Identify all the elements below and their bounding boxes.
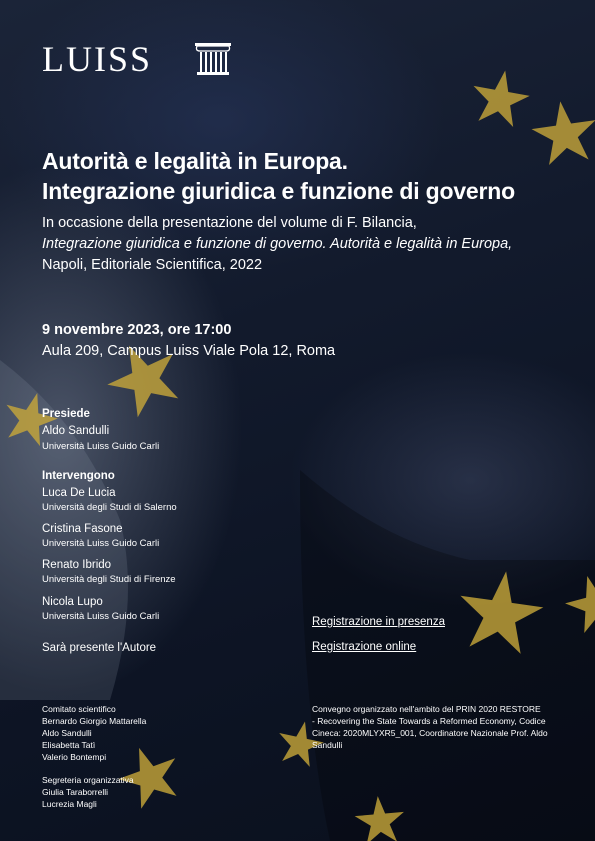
scientific-committee <box>42 703 146 763</box>
secretariat-member: Lucrezia Magli <box>42 799 97 809</box>
book-title: Integrazione giuridica e funzione di governo. Autorità e legalità in Europa, <box>42 236 513 252</box>
chair-name: Aldo Sandulli <box>42 425 110 437</box>
funding-line: Convegno organizzato nell'ambito del PRIN 2020 RESTORE <box>312 704 541 714</box>
luiss-logo: LUISS <box>42 39 153 79</box>
speaker-affiliation: Università degli Studi di Salerno <box>42 502 177 513</box>
funding-note <box>312 703 548 751</box>
committee-label: Comitato scientifico <box>42 704 116 714</box>
chair-affiliation: Università Luiss Guido Carli <box>42 441 160 452</box>
secretariat-member: Giulia Taraborrelli <box>42 787 108 797</box>
event-title <box>42 146 515 206</box>
committee-member: Bernardo Giorgio Mattarella <box>42 716 147 726</box>
registration-online-link[interactable]: Registrazione online <box>312 641 417 653</box>
title-line: Autorità e legalità in Europa. <box>42 148 348 174</box>
event-date: 9 novembre 2023, ore 17:00 <box>42 322 232 338</box>
column-icon <box>193 41 233 77</box>
event-place: Aula 209, Campus Luiss Viale Pola 12, Roma <box>42 343 336 359</box>
chair-label: Presiede <box>42 408 90 420</box>
flag-fold-shadow <box>300 470 595 841</box>
organizing-secretariat <box>42 774 134 810</box>
star-icon <box>468 66 534 129</box>
funding-line: Sandulli <box>312 740 343 750</box>
speaker-affiliation: Università degli Studi di Firenze <box>42 574 176 585</box>
speaker-name: Cristina Fasone <box>42 523 123 535</box>
title-line: Integrazione giuridica e funzione di governo <box>42 178 515 204</box>
speaker-affiliation: Università Luiss Guido Carli <box>42 611 160 622</box>
registration-in-person-link[interactable]: Registrazione in presenza <box>312 616 445 628</box>
secretariat-label: Segreteria organizzativa <box>42 775 134 785</box>
committee-member: Aldo Sandulli <box>42 728 92 738</box>
speaker-name: Luca De Lucia <box>42 487 116 499</box>
speaker-name: Nicola Lupo <box>42 596 103 608</box>
event-subtitle <box>42 213 582 276</box>
subtitle-line: In occasione della presentazione del volume di F. Bilancia, <box>42 215 417 231</box>
committee-member: Valerio Bontempi <box>42 752 107 762</box>
subtitle-line: Napoli, Editoriale Scientifica, 2022 <box>42 257 263 273</box>
funding-line: - Recovering the State Towards a Reformed Economy, Codice <box>312 716 546 726</box>
author-note: Sarà presente l'Autore <box>42 642 157 654</box>
star-icon <box>528 97 595 167</box>
funding-line: Cineca: 2020MLYXR5_001, Coordinatore Nazionale Prof. Aldo <box>312 728 548 738</box>
speaker-name: Renato Ibrido <box>42 559 112 571</box>
speakers-label: Intervengono <box>42 470 115 482</box>
speaker-affiliation: Università Luiss Guido Carli <box>42 538 160 549</box>
committee-member: Elisabetta Tatì <box>42 740 96 750</box>
